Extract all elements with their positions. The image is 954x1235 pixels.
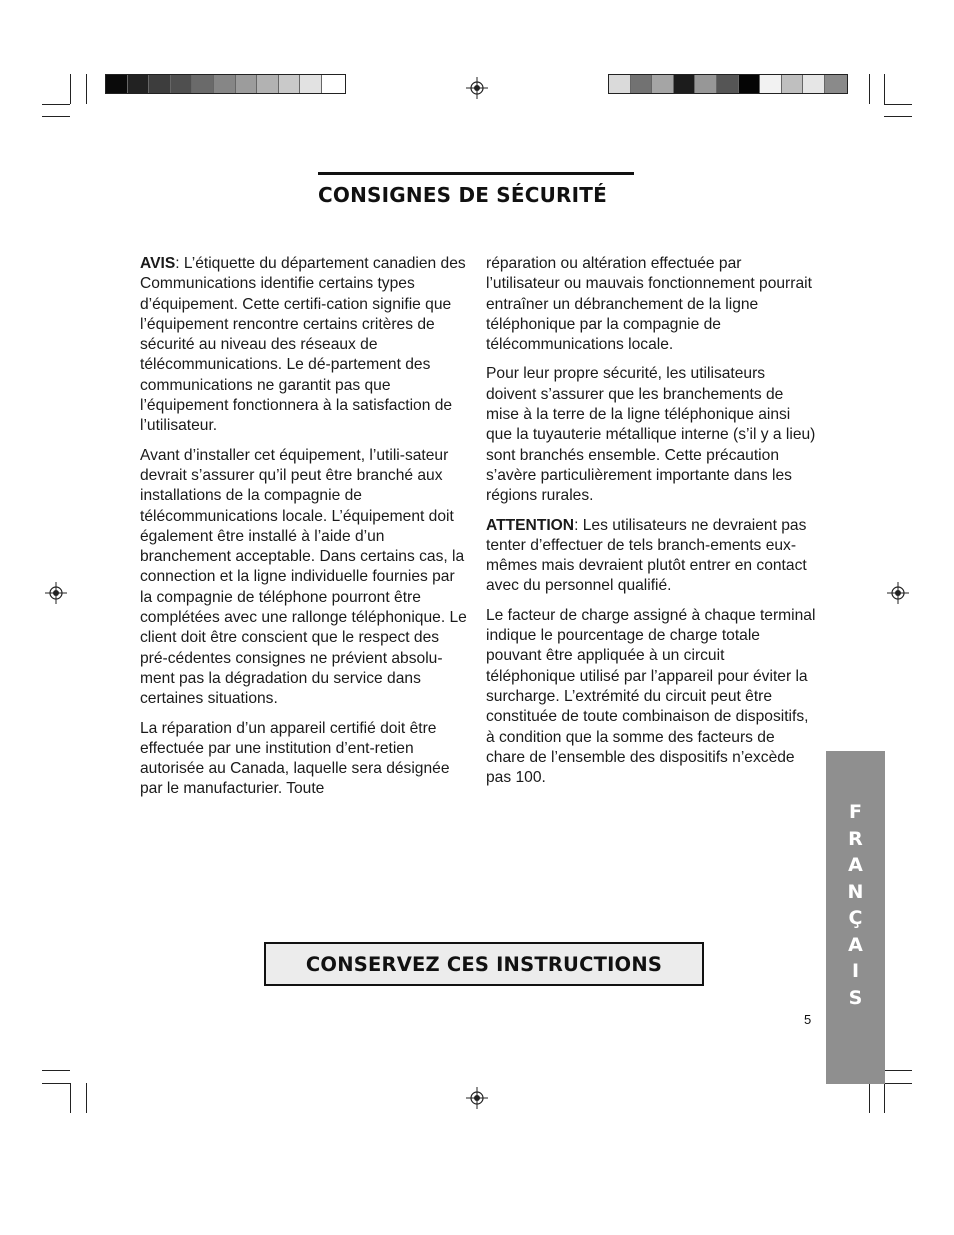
color-swatch — [128, 75, 150, 93]
color-swatch — [695, 75, 717, 93]
color-swatch — [717, 75, 739, 93]
paragraph-load-factor: Le facteur de charge assigné à chaque terminal indique le pourcentage de charge totale pouvant être appliquée à un circuit téléphonique utilisé par l’appareil pour éviter la surcharge. L’extrémité du circuit peut être constituée de toute combinaison de dispositifs, à condition que la somme des facteurs de chare de l’ensemble des dispositifs n’excède pas 100. — [486, 606, 816, 787]
crop-mark — [884, 1070, 912, 1071]
registration-mark-icon — [466, 77, 488, 99]
color-swatch — [149, 75, 171, 93]
language-letter: S — [848, 986, 863, 1009]
crop-mark — [42, 116, 70, 117]
color-swatch — [106, 75, 128, 93]
save-instructions-text: CONSERVEZ CES INSTRUCTIONS — [305, 952, 663, 976]
color-swatch — [192, 75, 214, 93]
crop-mark — [869, 1083, 870, 1113]
language-tab-letters — [826, 799, 885, 1011]
registration-mark-icon — [45, 582, 67, 604]
avis-text: : L’étiquette du département canadien des Communications identifie certains types d’équipement. Cette certifi-cation signifie que l’équipement rencontre certains critères de sécurité au niveau des réseaux de télécommunications. Le dé-partement des communications ne garantit pas que l’équipement fonctionnera à la satisfaction de l’utilisateur. — [140, 255, 466, 435]
avis-label: AVIS — [140, 255, 176, 272]
language-letter: N — [847, 880, 864, 903]
paragraph-installation: Avant d’installer cet équipement, l’utili-sateur devrait s’assurer qu’il peut être branché aux installations de la compagnie de télécommunications locale. L’équipement doit également être installé à l’aide d’un branchement acceptable. Dans certains cas, la connection et la ligne individuelle fournies par la compagnie de téléphone pourront être complétées avec une rallonge téléphonique. Le client doit être conscient que le respect des pré-cédentes consignes ne prévient absolu-ment pas la dégradation du service dans certaines situations. — [140, 446, 467, 708]
paragraph-grounding: Pour leur propre sécurité, les utilisateurs doivent s’assurer que les branchements de mise à la terre de la ligne téléphonique ainsi que la tuyauterie métallique interne (s’il y a lieu) sont branchés ensemble. Cette précaution s’avère particulièrement importante dans les régions rurales. — [486, 365, 816, 505]
language-letter: I — [851, 960, 860, 982]
crop-mark — [869, 74, 870, 104]
color-bar-left — [105, 74, 346, 94]
crop-mark — [42, 1070, 70, 1071]
crop-mark — [884, 104, 912, 105]
text-column-right — [486, 254, 816, 797]
language-letter: A — [848, 933, 863, 956]
color-swatch — [300, 75, 322, 93]
attention-text: : Les utilisateurs ne devraient pas tenter d’effectuer de tels branch-ements eux-mêmes mais devraient plutôt entrer en contact avec du personnel qualifié. — [486, 516, 807, 595]
color-swatch — [652, 75, 674, 93]
color-swatch — [803, 75, 825, 93]
paragraph-avis — [140, 254, 468, 437]
crop-mark — [42, 1083, 70, 1084]
color-swatch — [825, 75, 847, 93]
color-swatch — [257, 75, 279, 93]
paragraph-repair: La réparation d’un appareil certifié doit être effectuée par une institution d’ent-retien autorisée au Canada, laquelle sera désignée par le manufacturier. Toute — [140, 719, 450, 798]
registration-mark-icon — [466, 1087, 488, 1109]
color-swatch — [279, 75, 301, 93]
color-swatch — [322, 75, 344, 93]
page-title: CONSIGNES DE SÉCURITÉ — [318, 183, 608, 207]
language-letter: F — [849, 801, 862, 823]
crop-mark — [70, 74, 71, 104]
paragraph-repair-continued: réparation ou altération effectuée par l’utilisateur ou mauvais fonctionnement pourrait entraîner un débranchement de la ligne téléphonique par la compagnie de télécommunications locale. — [486, 255, 812, 354]
color-bar-right — [608, 74, 848, 94]
language-letter: Ç — [848, 907, 863, 929]
crop-mark — [884, 74, 885, 104]
title-rule — [318, 172, 634, 175]
crop-mark — [42, 104, 70, 105]
language-letter: A — [848, 854, 863, 876]
crop-mark — [884, 1083, 912, 1084]
paragraph-attention — [486, 516, 816, 597]
page-number: 5 — [804, 1012, 812, 1027]
page-header — [318, 172, 634, 207]
registration-mark-icon — [887, 582, 909, 604]
text-column-left — [140, 254, 468, 809]
crop-mark — [70, 1083, 71, 1113]
crop-mark — [86, 1083, 87, 1113]
crop-mark — [884, 116, 912, 117]
color-swatch — [171, 75, 193, 93]
save-instructions-box — [264, 942, 704, 986]
color-swatch — [674, 75, 696, 93]
color-swatch — [236, 75, 258, 93]
language-tab — [826, 751, 885, 1084]
crop-mark — [884, 1083, 885, 1113]
color-swatch — [609, 75, 631, 93]
language-letter: R — [848, 827, 863, 850]
color-swatch — [739, 75, 761, 93]
crop-mark — [86, 74, 87, 104]
color-swatch — [214, 75, 236, 93]
color-swatch — [760, 75, 782, 93]
color-swatch — [782, 75, 804, 93]
attention-label: ATTENTION — [486, 516, 575, 534]
color-swatch — [631, 75, 653, 93]
